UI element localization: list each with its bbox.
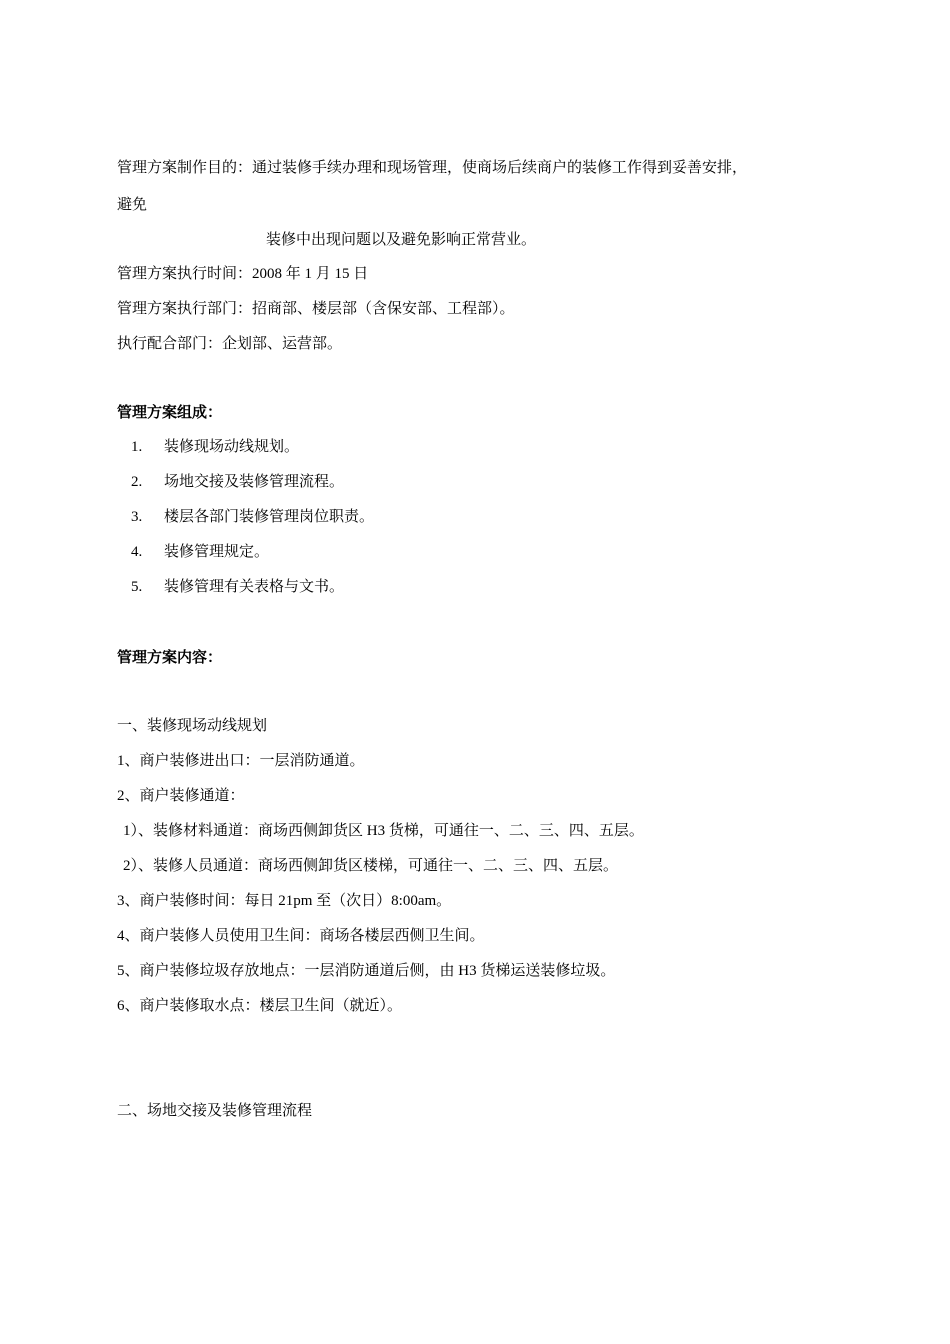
content-line: 1、商户装修进出口：一层消防通道。	[117, 753, 365, 769]
list-item-text: 场地交接及装修管理流程。	[164, 474, 345, 490]
list-item-number: 4.	[131, 544, 143, 560]
content-subline: 2）、装修人员通道：商场西侧卸货区楼梯，可通往一、二、三、四、五层。	[123, 858, 619, 874]
exec-time: 管理方案执行时间：2008 年 1 月 15 日	[117, 266, 369, 282]
list-item-text: 装修现场动线规划。	[164, 439, 300, 455]
section-2-title: 二、场地交接及装修管理流程	[117, 1103, 313, 1119]
list-item-text: 装修管理有关表格与文书。	[164, 579, 345, 595]
list-item-number: 3.	[131, 509, 143, 525]
coop-dept: 执行配合部门：企划部、运营部。	[117, 336, 343, 352]
purpose-line-2: 避免	[117, 197, 148, 213]
content-line: 3、商户装修时间：每日 21pm 至（次日）8:00am。	[117, 893, 452, 909]
list-item-number: 5.	[131, 579, 143, 595]
content-line: 6、商户装修取水点：楼层卫生间（就近）。	[117, 998, 403, 1014]
content-heading: 管理方案内容：	[117, 650, 223, 666]
list-item-text: 装修管理规定。	[164, 544, 270, 560]
list-item-number: 1.	[131, 439, 143, 455]
section-1-title: 一、装修现场动线规划	[117, 718, 268, 734]
list-item-number: 2.	[131, 474, 143, 490]
content-line: 5、商户装修垃圾存放地点：一层消防通道后侧，由 H3 货梯运送装修垃圾。	[117, 963, 616, 979]
purpose-line-3: 装修中出现问题以及避免影响正常营业。	[266, 232, 537, 248]
content-subline: 1）、装修材料通道：商场西侧卸货区 H3 货梯，可通往一、二、三、四、五层。	[123, 823, 644, 839]
list-item-text: 楼层各部门装修管理岗位职责。	[164, 509, 375, 525]
purpose-line-1: 管理方案制作目的：通过装修手续办理和现场管理，使商场后续商户的装修工作得到妥善安排，	[117, 160, 748, 176]
content-line: 2、商户装修通道：	[117, 788, 245, 804]
composition-heading: 管理方案组成：	[117, 405, 223, 421]
exec-dept: 管理方案执行部门：招商部、楼层部（含保安部、工程部）。	[117, 301, 515, 317]
content-line: 4、商户装修人员使用卫生间：商场各楼层西侧卫生间。	[117, 928, 485, 944]
